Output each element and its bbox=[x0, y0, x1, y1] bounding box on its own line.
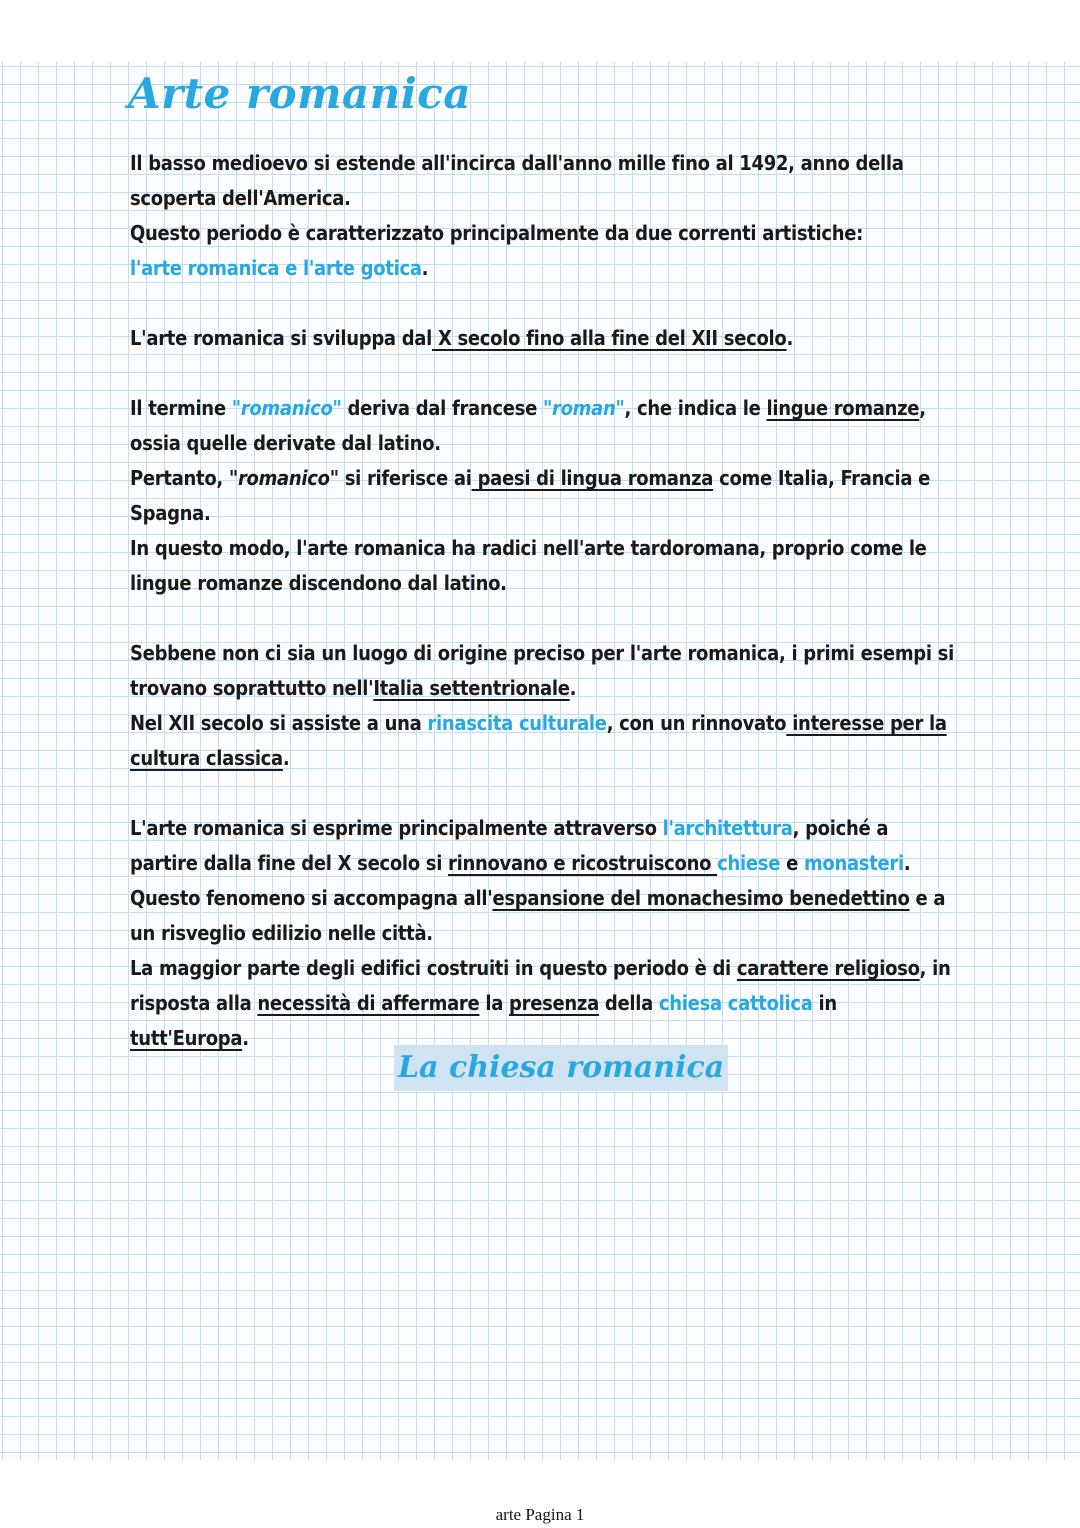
punctuation: . bbox=[786, 326, 794, 350]
paragraph-intro bbox=[130, 146, 960, 286]
intro-text-2: Questo periodo è caratterizzato principalmente da due correnti artistiche: bbox=[130, 221, 864, 245]
origin-text: Nel XII secolo si assiste a una bbox=[130, 711, 428, 735]
term-text: Il termine bbox=[130, 396, 232, 420]
term-roman: "roman" bbox=[542, 396, 625, 420]
highlighted-chiese: chiese bbox=[717, 851, 781, 875]
arch-text: della bbox=[598, 991, 659, 1015]
page-footer: arte Pagina 1 bbox=[495, 1505, 585, 1524]
term-text: Pertanto, bbox=[130, 466, 229, 490]
term-text: deriva dal francese bbox=[341, 396, 543, 420]
underlined-period: X secolo fino alla fine del XII secolo bbox=[431, 326, 787, 350]
paragraph-term bbox=[130, 391, 960, 601]
arch-text: in bbox=[812, 991, 837, 1015]
arch-text: e bbox=[780, 851, 804, 875]
highlighted-currents: l'arte romanica e l'arte gotica bbox=[130, 256, 422, 280]
term-text: si riferisce ai bbox=[338, 466, 472, 490]
notes-body bbox=[130, 146, 960, 1056]
spacer bbox=[130, 356, 960, 391]
underlined-italia: Italia settentrionale bbox=[373, 676, 570, 700]
origin-text: Sebbene non ci sia un luogo di origine preciso per l'arte romanica, i primi esempi si trovano soprattutto nell' bbox=[130, 641, 954, 700]
punctuation: . bbox=[421, 256, 429, 280]
underlined-presenza: presenza bbox=[509, 991, 599, 1015]
arch-text: , in risposta alla bbox=[130, 956, 951, 1015]
highlighted-chiesa-cattolica: chiesa cattolica bbox=[658, 991, 813, 1015]
punctuation: . bbox=[282, 746, 290, 770]
underlined-monachesimo: espansione del monachesimo benedettino bbox=[492, 886, 910, 910]
term-text: , che indica le bbox=[624, 396, 767, 420]
arch-text: La maggior parte degli edifici costruiti in questo periodo è di bbox=[130, 956, 737, 980]
punctuation: . bbox=[569, 676, 577, 700]
term-romanico-italic: "romanico" bbox=[228, 466, 339, 490]
spacer bbox=[130, 286, 960, 321]
paragraph-period bbox=[130, 321, 960, 356]
underlined-paesi: paesi di lingua romanza bbox=[471, 466, 714, 490]
term-text: , ossia quelle derivate dal latino. bbox=[130, 396, 926, 455]
section-subtitle: La chiesa romanica bbox=[398, 1050, 725, 1085]
spacer bbox=[130, 776, 960, 811]
arch-text: e a un risveglio edilizio nelle città. bbox=[130, 886, 946, 945]
intro-text: Il basso medioevo si estende all'incirca dall'anno mille fino al 1492, anno della scoperta dell'America. bbox=[130, 151, 904, 210]
period-text: L'arte romanica si sviluppa dal bbox=[130, 326, 432, 350]
spacer bbox=[130, 601, 960, 636]
arch-text: Questo fenomeno si accompagna all' bbox=[130, 886, 493, 910]
highlighted-monasteri: monasteri bbox=[803, 851, 904, 875]
highlighted-architettura: l'architettura bbox=[662, 816, 793, 840]
arch-text: , poiché a partire dalla fine del X secolo si bbox=[130, 816, 889, 875]
underlined-interesse: interesse per la cultura classica bbox=[130, 711, 947, 770]
origin-text: , con un rinnovato bbox=[606, 711, 787, 735]
underlined-rinnovano: rinnovano e ricostruiscono bbox=[448, 851, 718, 875]
punctuation: . bbox=[903, 851, 911, 875]
term-text: come Italia, Francia e Spagna. bbox=[130, 466, 931, 525]
underlined-carattere: carattere religioso bbox=[736, 956, 920, 980]
underlined-necessita: necessità di affermare bbox=[257, 991, 480, 1015]
highlighted-rinascita: rinascita culturale bbox=[427, 711, 607, 735]
term-romanico: "romanico" bbox=[231, 396, 342, 420]
underlined-lingue-romanze: lingue romanze bbox=[766, 396, 920, 420]
subtitle-highlight bbox=[394, 1045, 728, 1091]
page-title: Arte romanica bbox=[128, 69, 472, 118]
underlined-europa: tutt'Europa bbox=[130, 1026, 243, 1050]
paragraph-architecture bbox=[130, 811, 960, 1056]
arch-text: L'arte romanica si esprime principalmente attraverso bbox=[130, 816, 663, 840]
punctuation: . bbox=[242, 1026, 249, 1050]
term-text: In questo modo, l'arte romanica ha radici nell'arte tardoromana, proprio come le lingue romanze discendono dal latino. bbox=[130, 536, 927, 595]
arch-text: la bbox=[479, 991, 510, 1015]
paragraph-origin bbox=[130, 636, 960, 776]
